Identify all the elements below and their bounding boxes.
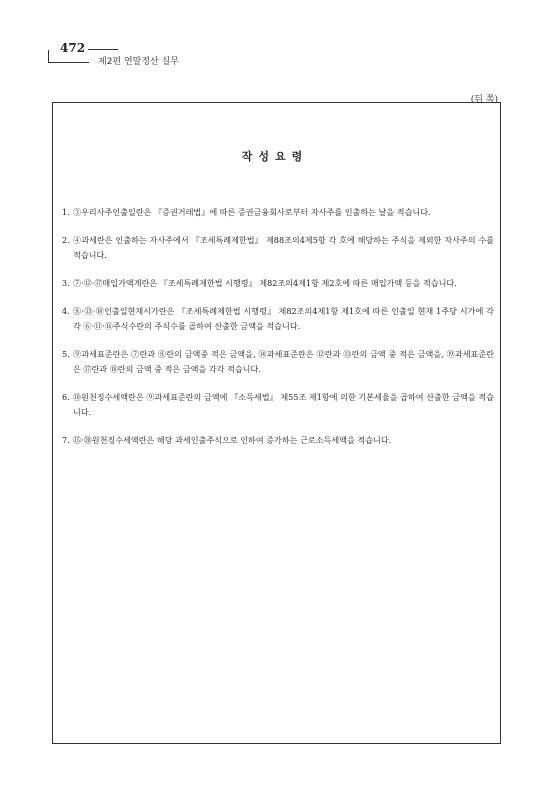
guide-item — [62, 304, 494, 334]
item-text: ④과세란은 인출하는 자사주에서 『조세특례제한법』 제88조의4제5항 각 호에 해당하는 주식을 제외한 자사주의 수를 적습니다. — [73, 235, 494, 260]
item-text: ⑧·⑬·⑱인출일현재시가란은 『조세특례제한법 시행령』 제82조의4제1항 제1호에 따른 인출일 현재 1주당 시가에 각각 ⑥·⑪·⑯주식수란의 주식수를 곱하여 산출한 금액을 적습니다. — [73, 306, 494, 331]
guide-item — [62, 205, 494, 220]
item-number: 6. — [62, 392, 70, 402]
item-text: ⑮·⑳원천징수세액란은 해당 과세인출주식으로 인하여 증가하는 근로소득세액을 적습니다. — [73, 435, 392, 445]
guide-title: 작성요령 — [241, 150, 309, 163]
back-side-label: (뒤 쪽) — [470, 95, 498, 105]
item-text: ⑨과세표준란은 ⑦란과 ⑧란의 금액중 적은 금액을, ⑭과세표준란은 ⑫란과 ⑬란의 금액 중 적은 금액을, ⑲과세표준란은 ⑰란과 ⑱란의 금액 중 적은 금액을 각각 적습니다. — [73, 349, 494, 374]
header-corner-rule — [48, 50, 89, 63]
chapter-title: 제2편 연말정산 실무 — [98, 57, 180, 67]
guide-item — [62, 390, 494, 420]
item-number: 3. — [62, 278, 70, 288]
item-number: 2. — [62, 235, 70, 245]
guide-item — [62, 347, 494, 377]
guide-item — [62, 433, 494, 448]
item-text: ③우리사주인출일란은 『증권거래법』에 따른 증권금융회사로부터 자사주를 인출하는 날을 적습니다. — [73, 207, 431, 217]
item-number: 4. — [62, 306, 70, 316]
item-number: 5. — [62, 349, 70, 359]
item-text: ⑦·⑫·⑰매입가액계란은 『조세특례제한법 시행령』 제82조의4제1항 제2호에 따른 매입가액 등을 적습니다. — [73, 278, 457, 288]
guide-item — [62, 233, 494, 263]
item-text: ⑩원천징수세액란은 ⑨과세표준란의 금액에 『소득세법』 제55조 제1항에 의한 기본세율을 곱하여 산출한 금액을 적습니다. — [73, 392, 494, 417]
guide-item — [62, 276, 494, 291]
item-number: 7. — [62, 435, 70, 445]
page-number: 472 — [60, 41, 86, 55]
guide-list — [62, 205, 494, 461]
item-number: 1. — [62, 207, 70, 217]
header-rule — [88, 49, 118, 50]
